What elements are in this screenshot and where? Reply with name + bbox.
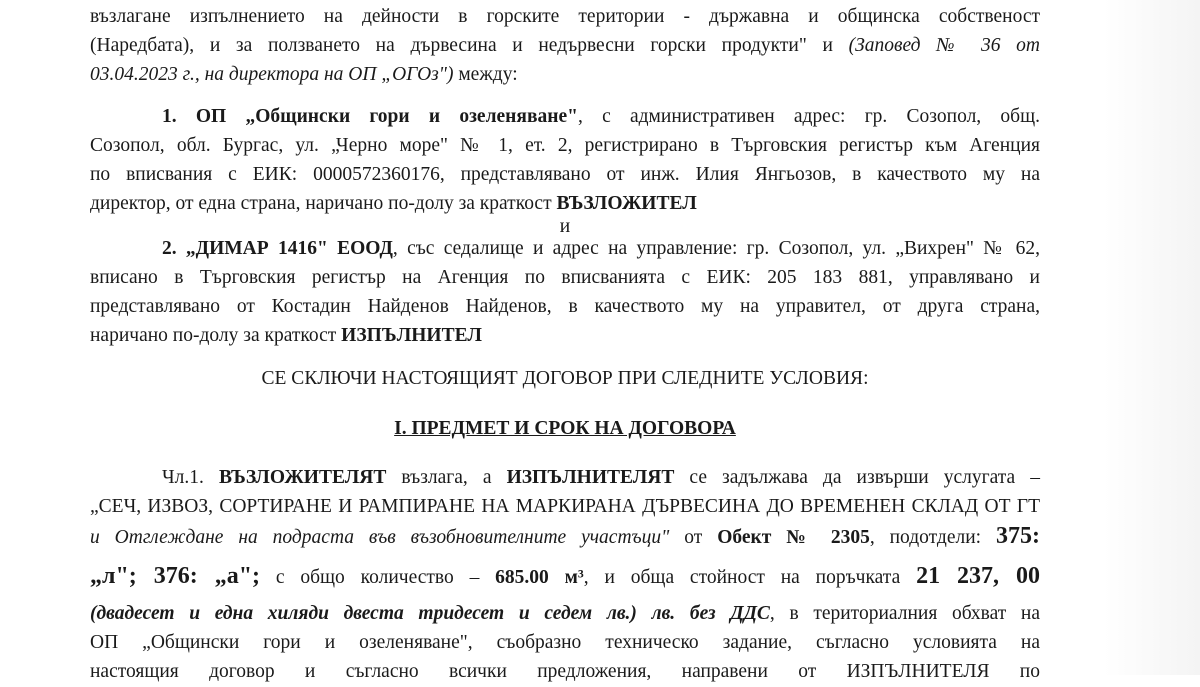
order-reference: (Заповед № 36 от [848,35,1040,56]
party2-text: представлявано от Костадин Найденов Найденов, в качеството му на управител, от друга страна, [90,296,1040,317]
service-subtitle: и Отглеждане на подраста във възобновителните участъци" [90,527,670,548]
article-text: , и обща стойност на поръчката [583,567,917,588]
article-text: , подотдели: [869,527,997,548]
party2-text: наричано по-долу за краткост [90,325,342,346]
party2-line-1 [162,234,1040,264]
party1-name: 1. ОП „Общински гори и озеленяване" [162,106,578,127]
article-text: се задължава да извърши услугата – [674,467,1041,488]
art1-line-6 [90,628,1040,658]
party2-line-2 [90,263,1040,293]
intro-text: между: [453,64,518,85]
party1-line-3 [90,160,1040,190]
article-text: от [669,527,718,548]
art1-line-4 [90,561,1040,593]
contractor-term: ИЗПЪЛНИТЕЛЯТ [506,467,675,488]
party2-name: 2. „ДИМАР 1416" ЕООД [162,238,393,259]
section-heading [90,414,1040,444]
subsection-numbers: „л"; 376: „а"; [90,563,261,589]
party1-text: Созопол, обл. Бургас, ул. „Черно море" № 1, ет. 2, регистрирано в Търговския регистър към Агенция [90,135,1040,156]
party2-line-3 [90,292,1040,322]
art1-line-7 [90,657,1040,687]
art1-line-3 [90,521,1040,553]
party1-role: ВЪЗЛОЖИТЕЛ [556,193,697,214]
article-text: настоящия договор и съгласно всички предложения, направени от ИЗПЪЛНИТЕЛЯ по [90,661,1040,682]
intro-line-2 [90,31,1040,61]
service-title: „СЕЧ, ИЗВОЗ, СОРТИРАНЕ И РАМПИРАНЕ НА МАРКИРАНА ДЪРВЕСИНА ДО ВРЕМЕНЕН СКЛАД ОТ ГТ [90,496,1040,517]
article-text: с общо количество – [260,567,496,588]
party1-text: директор, от една страна, наричано по-долу за краткост [90,193,557,214]
intro-line-3 [90,60,1040,90]
article-number: Чл.1. [162,467,219,488]
art1-line-5 [90,599,1040,629]
intro-text: (Наредбата), и за ползването на дървесина и недървесни горски продукти" и [90,35,849,56]
total-value: 21 237, 00 [916,563,1041,589]
order-reference: 03.04.2023 г., на директора на ОП „ОГОз") [90,64,454,85]
art1-line-2 [90,492,1040,522]
party1-text: по вписвания с ЕИК: 0000572360176, представлявано от инж. Илия Янгьозов, в качеството му на [90,164,1040,185]
section-title: I. ПРЕДМЕТ И СРОК НА ДОГОВОРА [394,418,736,439]
article-text: , в териториалния обхват на [769,603,1041,624]
party2-role: ИЗПЪЛНИТЕЛ [341,325,482,346]
party1-line-2 [90,131,1040,161]
value-in-words: (двадесет и една хиляди двеста тридесет и седем лв.) лв. без ДДС [90,603,770,624]
intro-text: възлагане изпълнението на дейности в горските територии - държавна и общинска собственост [90,6,1040,27]
object-number: Обект № 2305 [717,527,870,548]
party1-text: , с административен адрес: гр. Созопол, общ. [577,106,1040,127]
and-text: и [559,216,571,237]
article-text: ОП „Общински гори и озеленяване", съобразно техническо задание, съгласно условията на [90,632,1040,653]
concluded-line [90,364,1040,394]
article-text: възлага, а [386,467,507,488]
art1-line-1 [162,463,1040,493]
party1-line-1 [162,102,1040,132]
intro-line-1 [90,2,1040,32]
subsection-number: 375: [996,523,1041,549]
assignor-term: ВЪЗЛОЖИТЕЛЯТ [218,467,387,488]
party2-line-4 [90,321,1040,351]
quantity-value: 685.00 м³ [495,567,584,588]
party2-text: , със седалище и адрес на управление: гр. Созопол, ул. „Вихрен" № 62, [392,238,1040,259]
party2-text: вписано в Търговския регистър на Агенция по вписванията с ЕИК: 205 183 881, управлявано и [90,267,1040,288]
concluded-text: СЕ СКЛЮЧИ НАСТОЯЩИЯТ ДОГОВОР ПРИ СЛЕДНИТЕ УСЛОВИЯ: [261,368,869,389]
